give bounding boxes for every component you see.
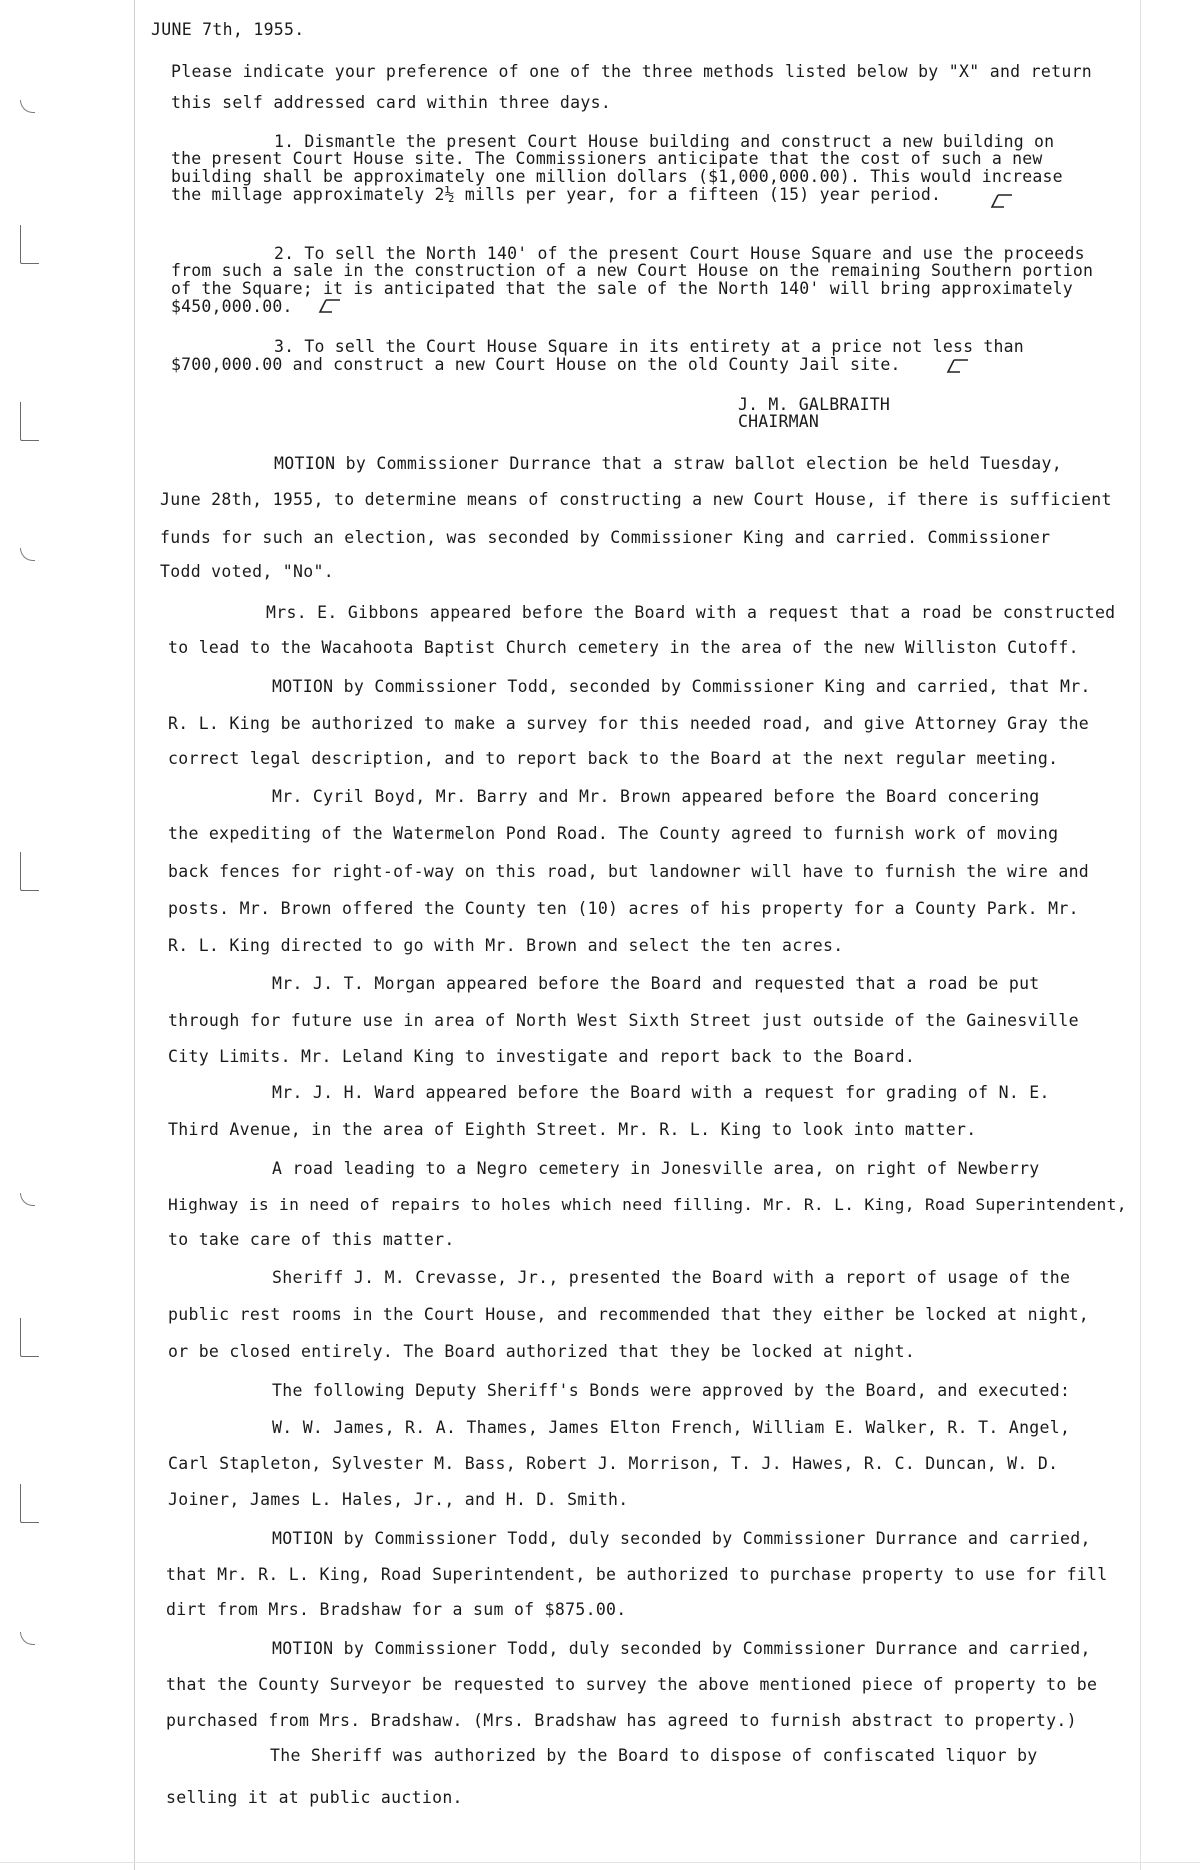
option3-line: $700,000.00 and construct a new Court House on the old County Jail site. xyxy=(171,355,901,374)
minutes-line: Highway is in need of repairs to holes which need filling. Mr. R. L. King, Road Superintendent, xyxy=(168,1195,1127,1214)
option2-line: of the Square; it is anticipated that the sale of the North 140' will bring approximately xyxy=(171,279,1073,298)
minutes-line: dirt from Mrs. Bradshaw for a sum of $875.00. xyxy=(166,1600,627,1619)
option3-checkbox[interactable] xyxy=(946,358,970,374)
minutes-line: MOTION by Commissioner Todd, duly seconded by Commissioner Durrance and carried, xyxy=(272,1529,1091,1548)
minutes-line: Sheriff J. M. Crevasse, Jr., presented the Board with a report of usage of the xyxy=(272,1268,1071,1287)
minutes-line: the expediting of the Watermelon Pond Road. The County agreed to furnish work of moving xyxy=(168,824,1059,843)
minutes-line: Carl Stapleton, Sylvester M. Bass, Robert J. Morrison, T. J. Hawes, R. C. Duncan, W. D. xyxy=(168,1454,1059,1473)
minutes-line: that the County Surveyor be requested to survey the above mentioned piece of property to be xyxy=(166,1675,1098,1694)
minutes-line: W. W. James, R. A. Thames, James Elton French, William E. Walker, R. T. Angel, xyxy=(272,1418,1071,1437)
binder-tab xyxy=(20,1484,39,1523)
binder-tab xyxy=(20,225,39,264)
option1-line: 1. Dismantle the present Court House building and construct a new building on xyxy=(274,132,1055,151)
minutes-line: back fences for right-of-way on this road, but landowner will have to furnish the wire and xyxy=(168,862,1090,881)
minutes-line: funds for such an election, was seconded by Commissioner King and carried. Commissioner xyxy=(160,528,1051,547)
option2-line: from such a sale in the construction of a new Court House on the remaining Southern portion xyxy=(171,261,1094,280)
minutes-line: Third Avenue, in the area of Eighth Street. Mr. R. L. King to look into matter. xyxy=(168,1120,977,1139)
right-margin-rule xyxy=(1140,0,1141,1870)
minutes-line: correct legal description, and to report back to the Board at the next regular meeting. xyxy=(168,749,1059,768)
minutes-line: MOTION by Commissioner Todd, duly seconded by Commissioner Durrance and carried, xyxy=(272,1639,1091,1658)
signature-title: CHAIRMAN xyxy=(738,412,820,431)
option1-line: building shall be approximately one million dollars ($1,000,000.00). This would increase xyxy=(171,167,1063,186)
left-margin-rule xyxy=(134,0,135,1870)
option1-line: the millage approximately 2½ mills per year, for a fifteen (15) year period. xyxy=(171,185,942,204)
minutes-line: public rest rooms in the Court House, and recommended that they either be locked at night, xyxy=(168,1305,1090,1324)
minutes-line: R. L. King directed to go with Mr. Brown and select the ten acres. xyxy=(168,936,844,955)
minutes-line: to lead to the Wacahoota Baptist Church cemetery in the area of the new Williston Cutoff. xyxy=(168,638,1079,657)
option1-checkbox[interactable] xyxy=(990,193,1014,209)
minutes-line: Todd voted, "No". xyxy=(160,562,334,581)
binder-mark xyxy=(20,1632,35,1645)
bottom-edge-rule xyxy=(0,1862,1200,1863)
minutes-line: Mr. Cyril Boyd, Mr. Barry and Mr. Brown appeared before the Board concering xyxy=(272,787,1040,806)
minutes-line: June 28th, 1955, to determine means of constructing a new Court House, if there is sufficient xyxy=(160,490,1112,509)
signature-name: J. M. GALBRAITH xyxy=(738,395,891,414)
minutes-line: Mrs. E. Gibbons appeared before the Board with a request that a road be constructed xyxy=(266,603,1116,622)
option3-line: 3. To sell the Court House Square in its entirety at a price not less than xyxy=(274,337,1024,356)
minutes-line: The Sheriff was authorized by the Board to dispose of confiscated liquor by xyxy=(270,1746,1038,1765)
ballot-instruction-line: this self addressed card within three days. xyxy=(171,93,612,112)
minutes-line: Mr. J. H. Ward appeared before the Board with a request for grading of N. E. xyxy=(272,1083,1050,1102)
minutes-line: Mr. J. T. Morgan appeared before the Board and requested that a road be put xyxy=(272,974,1040,993)
minutes-line: posts. Mr. Brown offered the County ten (10) acres of his property for a County Park. Mr. xyxy=(168,899,1079,918)
minutes-line: Joiner, James L. Hales, Jr., and H. D. Smith. xyxy=(168,1490,629,1509)
minutes-line: City Limits. Mr. Leland King to investigate and report back to the Board. xyxy=(168,1047,916,1066)
binder-tab xyxy=(20,402,39,441)
binder-tab xyxy=(20,852,39,891)
minutes-line: or be closed entirely. The Board authorized that they be locked at night. xyxy=(168,1342,916,1361)
minutes-line: A road leading to a Negro cemetery in Jonesville area, on right of Newberry xyxy=(272,1159,1040,1178)
minutes-line: purchased from Mrs. Bradshaw. (Mrs. Bradshaw has agreed to furnish abstract to property.) xyxy=(166,1711,1077,1730)
option2-checkbox[interactable] xyxy=(318,298,342,314)
minutes-line: The following Deputy Sheriff's Bonds were approved by the Board, and executed: xyxy=(272,1381,1071,1400)
ballot-instruction-line: Please indicate your preference of one of the three methods listed below by "X" and return xyxy=(171,62,1093,81)
binder-mark xyxy=(20,548,35,561)
binder-tab xyxy=(20,1318,39,1357)
minutes-line: through for future use in area of North West Sixth Street just outside of the Gainesville xyxy=(168,1011,1079,1030)
minutes-line: MOTION by Commissioner Todd, seconded by Commissioner King and carried, that Mr. xyxy=(272,677,1091,696)
minutes-line: to take care of this matter. xyxy=(168,1230,455,1249)
binder-mark xyxy=(20,100,35,113)
meeting-date: JUNE 7th, 1955. xyxy=(151,20,305,39)
minutes-line: that Mr. R. L. King, Road Superintendent, be authorized to purchase property to use for fill xyxy=(166,1565,1108,1584)
binder-mark xyxy=(20,1193,35,1206)
option2-line: $450,000.00. xyxy=(171,297,293,316)
minutes-line: R. L. King be authorized to make a survey for this needed road, and give Attorney Gray the xyxy=(168,714,1090,733)
option1-line: the present Court House site. The Commissioners anticipate that the cost of such a new xyxy=(171,149,1043,168)
option2-line: 2. To sell the North 140' of the present Court House Square and use the proceeds xyxy=(274,244,1085,263)
minutes-line: MOTION by Commissioner Durrance that a straw ballot election be held Tuesday, xyxy=(274,454,1063,473)
minutes-line: selling it at public auction. xyxy=(166,1788,463,1807)
